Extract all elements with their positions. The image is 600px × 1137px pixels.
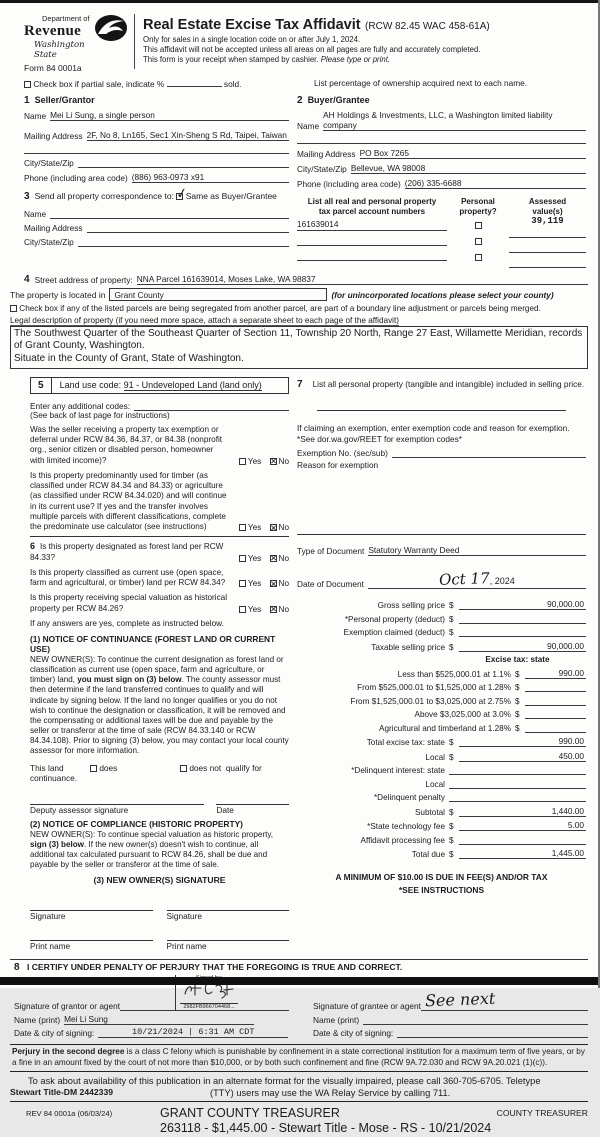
gross-selling-price-field[interactable]: 90,000.00	[459, 599, 586, 610]
bracket3-label: From $1,525,000.01 to $3,025,000 at 2.75%	[350, 696, 511, 706]
q7-text: List all personal property (tangible and intangible) included in selling price.	[312, 378, 585, 389]
partial-sale-percent-field[interactable]	[167, 78, 222, 87]
form-subtitle-1: Only for sales in a single location code on or after July 1, 2024.	[143, 35, 361, 44]
delinquent-interest-local-label: Local	[425, 779, 445, 789]
total-excise-state-label: Total excise tax: state	[366, 738, 445, 748]
owner-signature-field-2[interactable]	[167, 899, 290, 911]
parcel-col-header: List all real and personal property	[307, 197, 437, 206]
type-of-document-field[interactable]: Statutory Warranty Deed	[368, 545, 586, 556]
corr-mailing-label: Mailing Address	[24, 223, 83, 233]
state-technology-fee-label: *State technology fee	[367, 822, 445, 832]
date-of-document-handwritten[interactable]: Oct 17	[438, 569, 491, 590]
subtotal-label: Subtotal	[414, 807, 445, 817]
personal-property-deduct-field[interactable]	[459, 614, 586, 624]
scan-edge-top	[0, 0, 598, 3]
q6c-no-checkbox[interactable]	[270, 606, 277, 613]
exemption-no-field[interactable]	[392, 449, 586, 458]
esign-id: 2982FB966704468...	[180, 1003, 238, 1010]
dept-of-label: Department of	[42, 14, 90, 23]
buyer-mailing-label: Mailing Address	[297, 149, 356, 159]
notice2-body: NEW OWNER(S): To continue special valuation as historic property, sign (3) below. If the new owner(s) doesn't wish to continue, all additional tax calculated pursuant to RCW 84.26, shall be due and payable by the seller or transferor at the time of sale.	[30, 829, 274, 870]
deputy-assessor-signature-label: Deputy assessor signature	[30, 804, 129, 815]
partial-sale-checkbox[interactable]	[24, 81, 31, 88]
owner-print-name-field-2[interactable]	[167, 929, 290, 941]
notice1-title: (1) NOTICE OF CONTINUANCE (FOREST LAND OR CURRENT USE)	[30, 633, 276, 654]
treasurer-footer	[10, 1106, 588, 1137]
q5b-no-checkbox[interactable]	[270, 524, 277, 531]
parcel-number-field-3[interactable]	[297, 249, 447, 261]
reason-for-exemption-field[interactable]	[297, 522, 586, 535]
legal-description-box[interactable]	[10, 326, 588, 369]
q6c-text: Is this property receiving special valuation as historical property per RCW 84.26?	[30, 593, 228, 613]
accessibility-note	[10, 1075, 588, 1102]
personal-property-section	[297, 371, 588, 952]
dollar-sign: $	[449, 601, 454, 611]
bracket2-label: From $525,000.01 to $1,525,000 at 1.28%	[357, 683, 511, 693]
owner-signature-label-1: Signature	[30, 911, 66, 922]
form-subtitle-2: This affidavit will not be accepted unless all areas on all pages are fully and accurately completed.	[143, 45, 481, 54]
deputy-date-field[interactable]	[216, 793, 289, 805]
buyer-mailing-field[interactable]: PO Box 7265	[360, 148, 586, 159]
buyer-csz-label: City/State/Zip	[297, 164, 347, 174]
dor-logo-icon	[94, 14, 128, 49]
buyer-name-field[interactable]: AH Holdings & Investments, LLC, a Washington limited liability company	[323, 110, 586, 131]
bracket3-field[interactable]	[525, 696, 586, 706]
accessibility-line-1: To ask about availability of this publication in an alternate format for the visually impaired, please call 360-705-6705. Teletype	[28, 1075, 541, 1086]
local-tax-field[interactable]: 450.00	[459, 751, 586, 762]
type-or-print-note: Please type or print.	[320, 55, 391, 64]
bracket4-field[interactable]	[525, 709, 586, 719]
land-use-code-value[interactable]: 91 - Undeveloped Land (land only)	[123, 380, 262, 391]
street-address-field[interactable]: NNA Parcel 161639014, Moses Lake, WA 98837	[137, 274, 588, 285]
legal-description-text-1: The Southwest Quarter of the Southeast Quarter of Section 11, Township 20 North, Range 27 East, Willamette Meridian, records of Grant County, Washington.	[14, 328, 583, 352]
q6b-text: Is this property classified as current use (open space, farm and agricultural, or timber) land per RCW 84.34?	[30, 567, 226, 587]
grantor-print-name-field[interactable]: Mei Li Sung	[64, 1014, 254, 1025]
personal-property-field[interactable]	[317, 398, 566, 411]
taxable-selling-price-label: Taxable selling price	[371, 642, 445, 652]
revenue-wordmark: Revenue	[24, 23, 82, 39]
land-use-code-label: Land use code:	[59, 380, 122, 391]
q6b-no-checkbox[interactable]	[270, 580, 277, 587]
county-treasurer-label: COUNTY TREASURER	[496, 1107, 588, 1118]
property-section	[10, 274, 588, 369]
corr-csz-label: City/State/Zip	[24, 237, 74, 247]
bracket2-field[interactable]	[525, 682, 586, 692]
treasurer-stamp-line-1: GRANT COUNTY TREASURER	[160, 1105, 340, 1120]
seller-mailing-field[interactable]: 2F, No 8, Ln165, Sec1 Xin-Sheng S Rd, Taipei, Taiwan	[87, 130, 289, 141]
accessibility-line-2: (TTY) users may use the WA Relay Service by calling 711.	[210, 1088, 451, 1099]
correspondence-label: Send all property correspondence to:	[34, 191, 174, 201]
q6b-yes-checkbox[interactable]	[239, 580, 246, 587]
seller-name-label: Name	[24, 111, 47, 121]
corr-name-field[interactable]	[50, 210, 289, 219]
seller-name-field[interactable]: Mei Li Sung, a single person	[50, 110, 289, 121]
buyer-grantee-title: Buyer/Grantee	[307, 95, 370, 105]
assessed-value-col-header: Assessed	[528, 197, 567, 206]
subtotal-field[interactable]: 1,440.00	[459, 806, 586, 817]
form-number: Form 84 0001a	[24, 63, 82, 73]
new-owners-signature-title: (3) NEW OWNER(S) SIGNATURE	[93, 875, 226, 886]
delinquent-interest-local-field[interactable]	[449, 779, 586, 789]
personal-property-checkbox-3[interactable]	[475, 254, 482, 261]
seller-phone-label: Phone (including area code)	[24, 173, 128, 183]
buyer-csz-field[interactable]: Bellevue, WA 98008	[351, 163, 586, 174]
affidavit-processing-fee-label: Affidavit processing fee	[360, 835, 445, 845]
legal-description-text-2: Situate in the County of Grant, State of Washington.	[14, 352, 244, 364]
grantee-print-name-field[interactable]	[363, 1016, 588, 1025]
see-back-note: (See back of last page for instructions)	[30, 410, 170, 420]
owner-print-name-label-1: Print name	[30, 941, 71, 952]
header-divider	[134, 14, 135, 69]
assessed-value-field-1[interactable]	[509, 226, 586, 238]
stewart-title-stamp-ref: Stewart Title-DM 2442339	[10, 1087, 114, 1098]
affidavit-processing-fee-field[interactable]	[459, 835, 586, 845]
county-select[interactable]: Grant County	[109, 288, 327, 301]
segregated-checkbox[interactable]	[10, 305, 17, 312]
seller-csz-field[interactable]	[78, 159, 289, 168]
q6c-yes-checkbox[interactable]	[239, 606, 246, 613]
owner-signature-field-1[interactable]	[30, 899, 153, 911]
does-label: does	[99, 762, 118, 773]
buyer-name-label: Name	[297, 121, 320, 131]
additional-codes-label: Enter any additional codes:	[30, 400, 131, 411]
excise-tax-state-header: Excise tax: state	[485, 655, 550, 665]
taxable-selling-price-field[interactable]: 90,000.00	[459, 641, 586, 652]
corr-mailing-field[interactable]	[87, 224, 289, 233]
form-subtitle-3: This form is your receipt when stamped by cashier.	[143, 55, 319, 64]
segregated-label: Check box if any of the listed parcels are being segregated from another parcel, are part of a boundary line adjustment or parcels being merged.	[19, 304, 541, 314]
section-divider	[30, 536, 289, 537]
scan-edge-bottom	[0, 977, 598, 985]
state-technology-fee-field[interactable]: 5.00	[459, 820, 586, 831]
form-header	[10, 14, 588, 73]
unincorporated-note: (for unincorporated locations please select your county)	[331, 289, 554, 300]
buyer-section	[297, 89, 588, 268]
grantor-signature-label: Signature of grantor or agent	[14, 1001, 121, 1012]
continuance-label: continuance.	[30, 772, 78, 783]
exemption-no-label: Exemption No. (sec/sub)	[297, 448, 388, 459]
dor-logo-block	[10, 14, 128, 73]
seller-section	[10, 89, 297, 268]
same-as-buyer-checkbox[interactable]	[176, 193, 183, 200]
section8-number: 8	[14, 962, 20, 974]
seller-csz-label: City/State/Zip	[24, 158, 74, 168]
section6-number: 6	[30, 541, 36, 552]
buyer-phone-field[interactable]: (206) 335-6688	[405, 178, 586, 189]
buyer-name-field-2[interactable]	[297, 135, 586, 144]
perjury-notice: Perjury in the second degree is a class C felony which is punishable by confinement in a state correctional institution for a maximum term of five years, or by a fine in an amount fixed by the court of not more than $10,000, or by both such confinement and fine (RCW 9A.72.030 and RCW 9A.20.021 (1)(c)).	[10, 1044, 588, 1071]
parcel-number-field-2[interactable]	[297, 234, 447, 246]
gross-selling-price-label: Gross selling price	[377, 601, 445, 611]
same-as-buyer-label: Same as Buyer/Grantee	[185, 191, 277, 201]
partial-sale-sold-label: sold.	[223, 79, 242, 89]
grantor-print-name-label: Name (print)	[14, 1015, 61, 1026]
q5a-text: Was the seller receiving a property tax exemption or deferral under RCW 84.36, 84.37, or 84.38 (nonprofit org., senior citizen or disabled person, homeowner with limited income)?	[30, 424, 223, 465]
total-excise-state-field[interactable]: 990.00	[459, 736, 586, 747]
total-due-label: Total due	[411, 850, 445, 860]
rev-form-number: REV 84 0001a (06/03/24)	[26, 1108, 113, 1118]
section4-number: 4	[24, 274, 30, 286]
delinquent-interest-state-label: *Delinquent interest: state	[351, 766, 445, 776]
seller-grantor-title: Seller/Grantor	[34, 95, 95, 105]
date-of-document-year: , 2024	[489, 576, 515, 587]
ownership-percentage-note: List percentage of ownership acquired next to each name.	[314, 78, 528, 88]
local-tax-label: Local	[425, 752, 445, 762]
section1-number: 1	[24, 95, 30, 106]
if-yes-note: If any answers are yes, complete as instructed below.	[30, 618, 224, 628]
seller-phone-field[interactable]: (886) 963-0973 x91	[132, 172, 289, 183]
personal-property-checkbox-2[interactable]	[475, 238, 482, 245]
correspondence-section	[24, 191, 289, 202]
certification-section	[10, 959, 588, 1038]
grantee-date-city-field[interactable]	[397, 1029, 588, 1038]
parcel-number-field-1[interactable]: 161639014	[297, 219, 447, 231]
owner-print-name-field-1[interactable]	[30, 929, 153, 941]
seller-mailing-label: Mailing Address	[24, 131, 83, 141]
washington-state-label: Washington State	[34, 40, 85, 60]
does-not-label: does not	[189, 762, 222, 773]
personal-property-deduct-label: *Personal property (deduct)	[344, 614, 445, 624]
certify-statement: I CERTIFY UNDER PENALTY OF PERJURY THAT THE FOREGOING IS TRUE AND CORRECT.	[26, 962, 403, 973]
agricultural-field[interactable]	[525, 723, 586, 733]
form-title: Real Estate Excise Tax Affidavit	[143, 17, 361, 33]
reason-for-exemption-label: Reason for exemption	[297, 460, 379, 471]
notice2-title: (2) NOTICE OF COMPLIANCE (HISTORIC PROPERTY)	[30, 818, 243, 829]
assessed-value-1[interactable]: 39,119	[531, 216, 564, 227]
land-does-checkbox[interactable]	[90, 765, 97, 772]
land-does-not-checkbox[interactable]	[180, 765, 187, 772]
excise-tax-table: Gross selling price $ 90,000.00 *Personal property (deduct) $ Exemption claimed (deduct) $ Taxable selling price $ 90,000.00 Excise tax: state Less than $525,000.01 at 1.1% $ 990.00 From $525,000.01 to $1,525,000 at 1.28% $ From $1,525,000.01 to $3,025,000 at 2.75% $ Above $3,025,000 at 3.0% $ Agricultural and timberland at 1.28% $ Total excise tax: state $ 990.00 Local $ 450.00 *Delinquent interest: state Local *Delinquent penalty Subtotal $ 1,440.00 *State technology fee $ 5.00 Affidavit processing fee $ Total due $ 1,445.00	[297, 599, 586, 859]
bracket1-label: Less than $525,000.01 at 1.1%	[397, 669, 511, 679]
assessed-value-field-2[interactable]	[509, 241, 586, 253]
section3-number: 3	[24, 191, 30, 202]
form-title-rcw: (RCW 82.45 WAC 458-61A)	[365, 21, 490, 32]
deputy-date-label: Date	[216, 804, 234, 815]
land-use-code-box[interactable]	[30, 377, 289, 394]
personal-property-col-header: Personal	[461, 197, 495, 206]
partial-sale-label: Check box if partial sale, indicate %	[33, 79, 165, 89]
total-due-field[interactable]: 1,445.00	[459, 848, 586, 859]
owner-print-name-label-2: Print name	[166, 941, 207, 952]
q5b-yes-checkbox[interactable]	[239, 524, 246, 531]
agricultural-label: Agricultural and timberland at 1.28%	[379, 723, 511, 733]
section5-number: 5	[31, 378, 52, 393]
land-use-section: 5 Land use code: 91 - Undeveloped Land (land only) Enter any additional codes: (See back of last page for instructions) Was the seller receiving a property tax exemption or deferral under RCW 84.36, 84.37, or 84.38 (nonprofit org., senior citizen or disabled person, homeowner with limited income)? Yes ✕ No Is this property predominantly used for timber (as classified under RCW 84.34 and 84.33) or agriculture (as classified under RCW 84.34.020) and will continue in its current use? If yes and the transfer involves multiple parcels with different classifications, complete the predominate use calculator (see instructions) Yes ✕ No 6 Is this property designated as forest land per RCW 84.33? Yes ✕ No Is this property classified as current use (open space, farm and agricultural, or timber) land per RCW 84.34? Yes ✕ No Is this property receiving special valuation as historical property per RCW 84.26? Yes ✕ No If any answers are yes, complete as instructed below. (1) NOTICE OF CONTINUANCE (FOREST LAND OR CURRENT USE) NEW OWNER(S): To continue the current designation as forest land or classification as current use (open space, farm and agriculture, or timber) land, you must sign on (3) below. The county assessor must then determine if the land transferred continues to qualify and will indicate by signing below. If the land no longer qualifies or you do not wish to continue the designation or classification, it will be removed and the compensating or additional taxes will be due and payable by the seller or transferor at the time of sale (RCW 84.33.140 or RCW 84.34.108). Prior to signing (3) below, you may contact your local county assessor for more information. This land does does not qualify for continuance. Deputy assessor signature Date (2) NOTICE OF COMPLIANCE (HISTORIC PROPERTY) NEW OWNER(S): To continue special valuation as historic property, sign (3) below. If the new owner(s) doesn't wish to continue, all additional tax calculated pursuant to RCW 84.26, shall be due and payable by the seller or transferor at the time of sale. (3) NEW OWNER(S) SIGNATURE Signature Signature Print name Print name	[10, 371, 297, 952]
delinquent-penalty-field[interactable]	[449, 792, 586, 802]
property-located-label: The property is located in	[10, 289, 106, 300]
date-of-document-label: Date of Document	[297, 579, 364, 590]
minimum-fee-note: A MINIMUM OF $10.00 IS DUE IN FEE(S) AND/OR TAX	[335, 872, 548, 883]
notice1-body: NEW OWNER(S): To continue the current designation as forest land or classification as current use (open space, farm and agriculture, or timber) land, you must sign on (3) below. The county assessor must then determine if the land transferred continues to qualify and will indicate by signing below. If the land no longer qualifies or you do not wish to continue the designation or classification, it will be removed and the compensating or additional taxes will be due and payable by the seller or transferor at the time of sale (RCW 84.33.140 or RCW 84.34.108). Prior to signing (3) below, you may contact your local county assessor for more information.	[30, 654, 289, 756]
grantee-signature-handwritten[interactable]: See next	[424, 989, 496, 1011]
bracket1-field[interactable]: 990.00	[525, 668, 586, 679]
personal-property-checkbox-1[interactable]	[475, 222, 482, 229]
grantor-date-city-field[interactable]: 10/21/2024 | 6:31 AM CDT	[98, 1027, 288, 1038]
corr-csz-field[interactable]	[78, 238, 289, 247]
delinquent-penalty-label: *Delinquent penalty	[373, 793, 445, 803]
buyer-phone-label: Phone (including area code)	[297, 179, 401, 189]
type-of-document-label: Type of Document	[297, 546, 365, 557]
q5a-no-checkbox[interactable]	[270, 458, 277, 465]
q6a-text: Is this property designated as forest land per RCW 84.33?	[30, 542, 224, 562]
grantee-print-name-label: Name (print)	[313, 1015, 360, 1026]
legal-description-label: Legal description of property (if you need more space, attach a separate sheet to each page of the affidavit)	[10, 316, 399, 326]
grantee-date-city-label: Date & city of signing:	[313, 1028, 394, 1039]
qualify-label: qualify for	[225, 762, 262, 773]
exemption-instructions: If claiming an exemption, enter exemption code and reason for exemption. *See dor.wa.gov/REET for exemption codes*	[297, 422, 570, 444]
section2-number: 2	[297, 95, 303, 106]
q6a-no-checkbox[interactable]	[270, 555, 277, 562]
q5b-text: Is this property predominantly used for timber (as classified under RCW 84.34 and 84.33) or agriculture (as classified under RCW 84.34.020) and will continue in its current use? If yes and the transfer involves multiple parcels with different classifications, complete the predominate use calculator (see instructions)	[30, 470, 227, 531]
exemption-claimed-field[interactable]	[459, 627, 586, 637]
owner-signature-label-2: Signature	[166, 911, 203, 922]
grantor-date-city-label: Date & city of signing:	[14, 1028, 95, 1039]
additional-codes-field[interactable]	[134, 402, 289, 411]
section7-number: 7	[297, 378, 303, 390]
q6a-yes-checkbox[interactable]	[239, 555, 246, 562]
grantee-signature-label: Signature of grantee or agent	[313, 1001, 421, 1012]
delinquent-interest-state-field[interactable]	[449, 765, 586, 775]
seller-mailing-field-2[interactable]	[24, 145, 289, 154]
treasurer-stamp-line-2: 263118 - $1,445.00 - Stewart Title - Mose - RS - 10/21/2024	[160, 1121, 492, 1136]
see-instructions-note: *SEE INSTRUCTIONS	[398, 884, 485, 895]
street-address-label: Street address of property:	[34, 275, 133, 286]
bracket4-label: Above $3,025,000 at 3.0%	[414, 710, 511, 720]
this-land-label: This land	[30, 762, 64, 773]
corr-name-label: Name	[24, 209, 47, 219]
q5a-yes-checkbox[interactable]	[239, 458, 246, 465]
parcel-table: List all real and personal property tax parcel account numbers 161639014 Personal property? Assessed value(s) 39,119	[297, 197, 586, 268]
exemption-claimed-label: Exemption claimed (deduct)	[343, 628, 445, 638]
deputy-assessor-signature-field[interactable]	[30, 793, 204, 805]
assessed-value-field-3[interactable]	[509, 256, 586, 268]
